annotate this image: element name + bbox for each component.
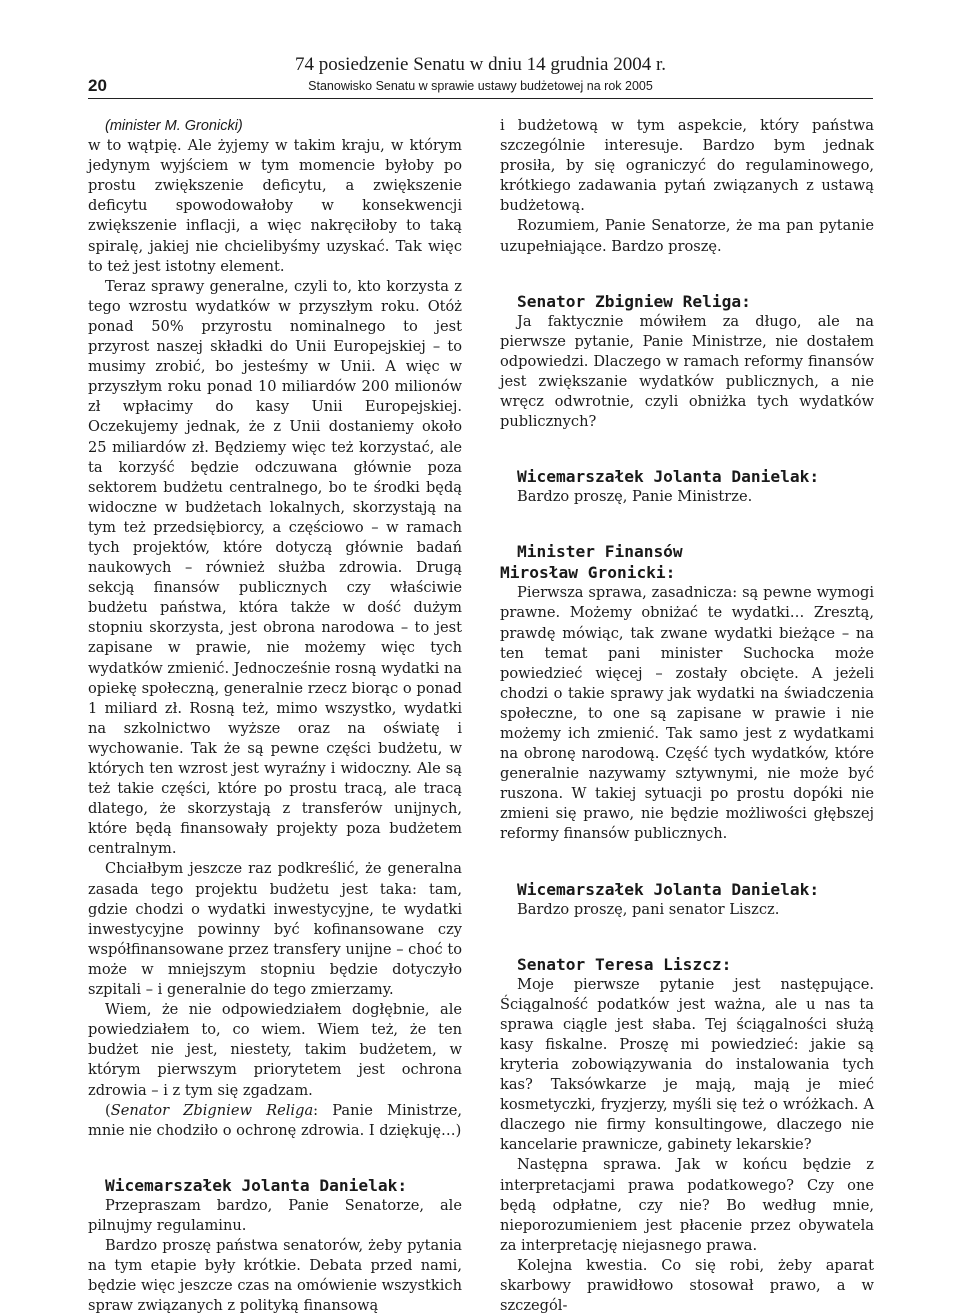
speaker-reference: (minister M. Gronicki): [105, 118, 243, 134]
speaker-heading: Wicemarszałek Jolanta Danielak:: [105, 1175, 408, 1195]
paragraph: w to wątpię. Ale żyjemy w takim kraju, w którym jedynym wyjściem w tym momencie byłoby po prostu zwiększenie deficytu, a zwiększenie deficytu spowodowałoby w konsekwencji zwiększenie inflacji, a więc nakręciłoby to taką spiralę, jakiej nie chcielibyśmy uzyskać. Tak więc to też jest istotny element.: [88, 137, 462, 275]
running-title: 74 posiedzenie Senatu w dniu 14 grudnia 2004 r.: [295, 54, 666, 75]
running-subtitle: Stanowisko Senatu w sprawie ustawy budżetowej na rok 2005: [308, 79, 653, 93]
paragraph: Ja faktycznie mówiłem za długo, ale na pierwsze pytanie, Panie Ministrze, nie dostałem odpowiedzi. Dlaczego w ramach reformy finansów jest zwiększanie wydatków publicznych, a nie wręcz odwrotnie, czyli obniżka tych wydatków publicznych?: [500, 312, 874, 431]
page-header: [88, 52, 873, 99]
interjection-speaker: Senator Zbigniew Religa: [110, 1101, 314, 1119]
interjection-open: (: [105, 1101, 111, 1119]
paragraph: Bardzo proszę, pani senator Liszcz.: [517, 900, 780, 918]
page-number: 20: [88, 76, 107, 95]
speaker-title-line: Minister Finansów: [517, 542, 683, 562]
paragraph: Bardzo proszę, Panie Ministrze.: [517, 488, 753, 506]
speaker-heading: Senator Teresa Liszcz:: [517, 954, 732, 974]
paragraph: Następna sprawa. Jak w końcu będzie z interpretacjami prawa podatkowego? Czy one będą odpłatne, czy nie? Bo według mnie, nieporozumieniem jest płacenie przez obywatela za interpretację niejasnego prawa.: [500, 1156, 874, 1254]
speaker-heading: Senator Zbigniew Religa:: [517, 291, 751, 311]
paragraph: Bardzo proszę państwa senatorów, żeby pytania na tym etapie były krótkie. Debata przed nami, będzie więc jeszcze czas na omówienie wszystkich spraw związanych z polityką finansową: [88, 1236, 462, 1315]
paragraph: Przepraszam bardzo, Panie Senatorze, ale pilnujmy regulaminu.: [88, 1196, 462, 1234]
speaker-heading: Wicemarszałek Jolanta Danielak:: [517, 467, 820, 487]
paragraph: Pierwsza sprawa, zasadnicza: są pewne wymogi prawne. Możemy obniżać te wydatki… Zresztą, prawdę mówiąc, tak zwane wydatki bieżące – na ten temat pani minister Suchocka może powiedzieć więcej – zostały obcięte. A jeżeli chodzi o takie sprawy jak wydatki na świadczenia społeczne, to one są zapisane w prawie i nie możemy ich zmienić. Tak samo jest z wydatkami na obronę narodową. Część tych wydatków, które generalnie nazywamy sztywnymi, nie może być ruszona. W takiej sytuacji po prostu dopóki nie zmieni się prawo, nie będzie możliwości głębszej reformy finansów publicznych.: [500, 584, 874, 843]
paragraph: Chciałbym jeszcze raz podkreślić, że generalna zasada tego projektu budżetu jest taka: tam, gdzie chodzi o wydatki inwestycyjne, te wydatki inwestycyjne powinny być kofinansowane czy współfinansowane przez transfery unijne – choć to może w mniejszym stopniu będzie dotyczyło szpitali – i generalnie do tego zmierzamy.: [88, 860, 462, 999]
interjection-text: : Panie Ministrze, mnie nie chodziło o ochronę zdrowia. I dziękuję…): [88, 1101, 463, 1139]
right-column: [500, 116, 874, 1316]
interjection: [88, 1101, 462, 1141]
left-column: [88, 116, 462, 1316]
speaker-heading: Wicemarszałek Jolanta Danielak:: [517, 879, 820, 899]
paragraph: Rozumiem, Panie Senatorze, że ma pan pytanie uzupełniające. Bardzo proszę.: [500, 217, 874, 255]
paragraph: Kolejna kwestia. Co się robi, żeby aparat skarbowy prawidłowo stosował prawo, a w szczegól-: [500, 1256, 874, 1315]
paragraph: Wiem, że nie odpowiedziałem dogłębnie, ale powiedziałem to, co wiem. Wiem też, że ten budżet nie jest, niestety, takim budżetem, w którym pierwszym priorytetem jest ochrona zdrowia – i z tym się zgadzam.: [88, 1001, 462, 1099]
paragraph: i budżetową w tym aspekcie, który państwa szczególnie interesuje. Bardzo bym jednak prosiła, by się ograniczyć do regulaminowego, krótkiego zadawania pytań związanych z ustawą budżetową.: [500, 117, 874, 215]
paragraph: Teraz sprawy generalne, czyli to, kto korzysta z tego wzrostu wydatków w przyszłym roku. Otóż ponad 50% przyrostu nominalnego to jest przyrost naszej składki do Unii Europejskiej – to musimy zrobić, bo jesteśmy w Unii. A więc w przyszłym roku ponad 10 miliardów 200 milionów zł wpłacimy do kasy Unii Europejskiej. Oczekujemy jednak, że z Unii dostaniemy około 25 miliardów zł. Będziemy więc też korzystać, ale ta korzyść będzie odczuwana głównie poza sektorem budżetu centralnego, bo te środki będą widoczne w budżetach lokalnych, skorzystają na tym też przedsiębiorcy, a częściowo – w ramach tych projektów, które dotyczą głównie badań naukowych – również służba zdrowia. Drugą sekcją finansów publicznych czy właściwie budżetu państwa, która także w dość dużym stopniu skorzysta, jest obrona narodowa – to jest zapisane w prawie, nie możemy więc tych wydatków zmienić. Jednocześnie rosną wydatki na opiekę społeczną, generalnie rzecz biorąc o ponad 1 miliard zł. Rosną też, mimo wszystko, wydatki na szkolnictwo wyższe oraz na oświatę i wychowanie. Tak że są pewne części budżetu, w których ten wzrost jest wyraźny i widoczny. Ale są też takie części, które po prostu tracą, ale tracą dlatego, że skorzystają z transferów unijnych, które będą finansowały projekty poza budżetem centralnym.: [88, 277, 462, 858]
speaker-name-line: Mirosław Gronicki:: [500, 563, 676, 583]
paragraph: Moje pierwsze pytanie jest następujące. Ściągalność podatków jest ważna, ale u nas ta sprawa ciągle jest słaba. Tej ściągalności służą kasy fiskalne. Proszę mi powiedzieć: jakie są kryteria zobowiązywania do instalowania tych kas? Taksówkarze je mają, mają je mieć kosmetyczki, fryzjerzy, myśli się też o wróżkach. A dlaczego nie firmy konsultingowe, dlaczego nie kancelarie prawnicze, gabinety lekarskie?: [500, 975, 874, 1154]
speaker-heading: [500, 541, 874, 583]
